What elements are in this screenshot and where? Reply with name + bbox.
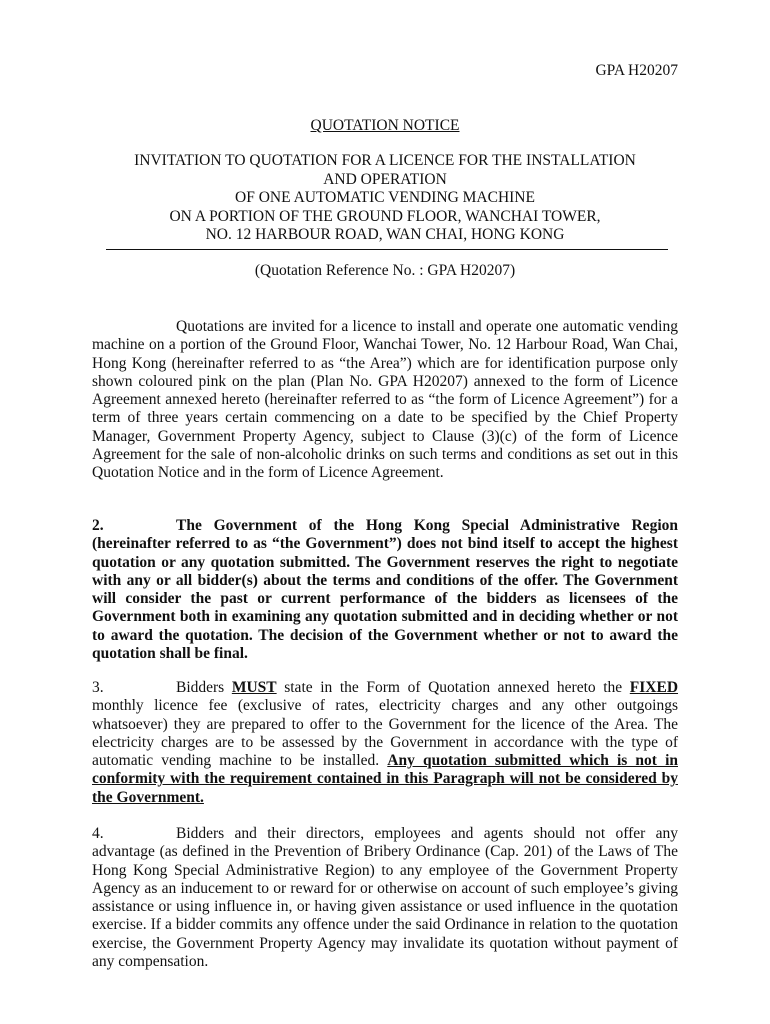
invitation-line-4: ON A PORTION OF THE GROUND FLOOR, WANCHAI TOWER, (169, 207, 601, 225)
paragraph-3-fixed: FIXED (629, 679, 679, 696)
paragraph-3-must: MUST (231, 679, 277, 696)
paragraph-3 (92, 679, 678, 807)
invitation-heading (92, 152, 678, 245)
paragraph-3-text-a: Bidders (176, 679, 232, 696)
paragraph-3-text-c: monthly licence fee (exclusive of rates, electricity charges and any other outgoings whatsoever) they are prepared to offer to the Government for the licence of the Area. The electricity charges are to be assessed by the Government in accordance with the type of automatic vending machine to be installed. (92, 697, 678, 770)
invitation-line-2: AND OPERATION (323, 170, 447, 188)
paragraph-3-emphasis: Any quotation submitted which is not in conformity with the requirement contained in this Paragraph will not be considered by the Government. (92, 752, 678, 806)
paragraph-4-text: Bidders and their directors, employees and agents should not offer any advantage (as defined in the Prevention of Bribery Ordinance (Cap. 201) of the Laws of The Hong Kong Special Administrative Region) to any employee of the Government Property Agency as an inducement to or reward for or otherwise on account of such employee’s giving assistance or using influence in, or having given assistance or used influence in the quotation exercise. If a bidder commits any offence under the said Ordinance in relation to the quotation exercise, the Government Property Agency may invalidate its quotation without payment of any compensation. (92, 825, 678, 971)
paragraph-2 (92, 517, 678, 663)
invitation-line-5: NO. 12 HARBOUR ROAD, WAN CHAI, HONG KONG (205, 226, 565, 244)
paragraph-3-number: 3. (92, 679, 104, 696)
quotation-reference: (Quotation Reference No. : GPA H20207) (254, 262, 516, 279)
notice-title: QUOTATION NOTICE (310, 117, 460, 134)
heading-divider (106, 249, 668, 250)
paragraph-2-text: The Government of the Hong Kong Special Administrative Region (hereinafter referred to as “the Government”) does not bind itself to accept the highest quotation or any quotation submitted. The Government reserves the right to negotiate with any or all bidder(s) about the terms and conditions of the offer. The Government will consider the past or current performance of the bidders as licensees of the Government both in examining any quotation submitted and in deciding whether or not to award the quotation. The decision of the Government whether or not to award the quotation shall be final. (92, 517, 678, 663)
paragraph-3-text-b: state in the Form of Quotation annexed hereto the (276, 679, 630, 696)
header-reference: GPA H20207 (595, 62, 678, 79)
invitation-line-3: OF ONE AUTOMATIC VENDING MACHINE (235, 189, 535, 207)
invitation-line-1: INVITATION TO QUOTATION FOR A LICENCE FOR THE INSTALLATION (134, 152, 636, 169)
paragraph-1: Quotations are invited for a licence to install and operate one automatic vending machine on a portion of the Ground Floor, Wanchai Tower, No. 12 Harbour Road, Wan Chai, Hong Kong (hereinafter referred to as “the Area”) which are for identification purpose only shown coloured pink on the plan (Plan No. GPA H20207) annexed to the form of Licence Agreement annexed hereto (hereinafter referred to as “the form of Licence Agreement”) for a term of three years certain commencing on a date to be specified by the Chief Property Manager, Government Property Agency, subject to Clause (3)(c) of the form of Licence Agreement for the sale of non-alcoholic drinks on such terms and conditions as set out in this Quotation Notice and in the form of Licence Agreement. (92, 318, 678, 482)
paragraph-4-number: 4. (92, 825, 104, 842)
paragraph-2-number: 2. (92, 517, 104, 534)
paragraph-4 (92, 825, 678, 971)
